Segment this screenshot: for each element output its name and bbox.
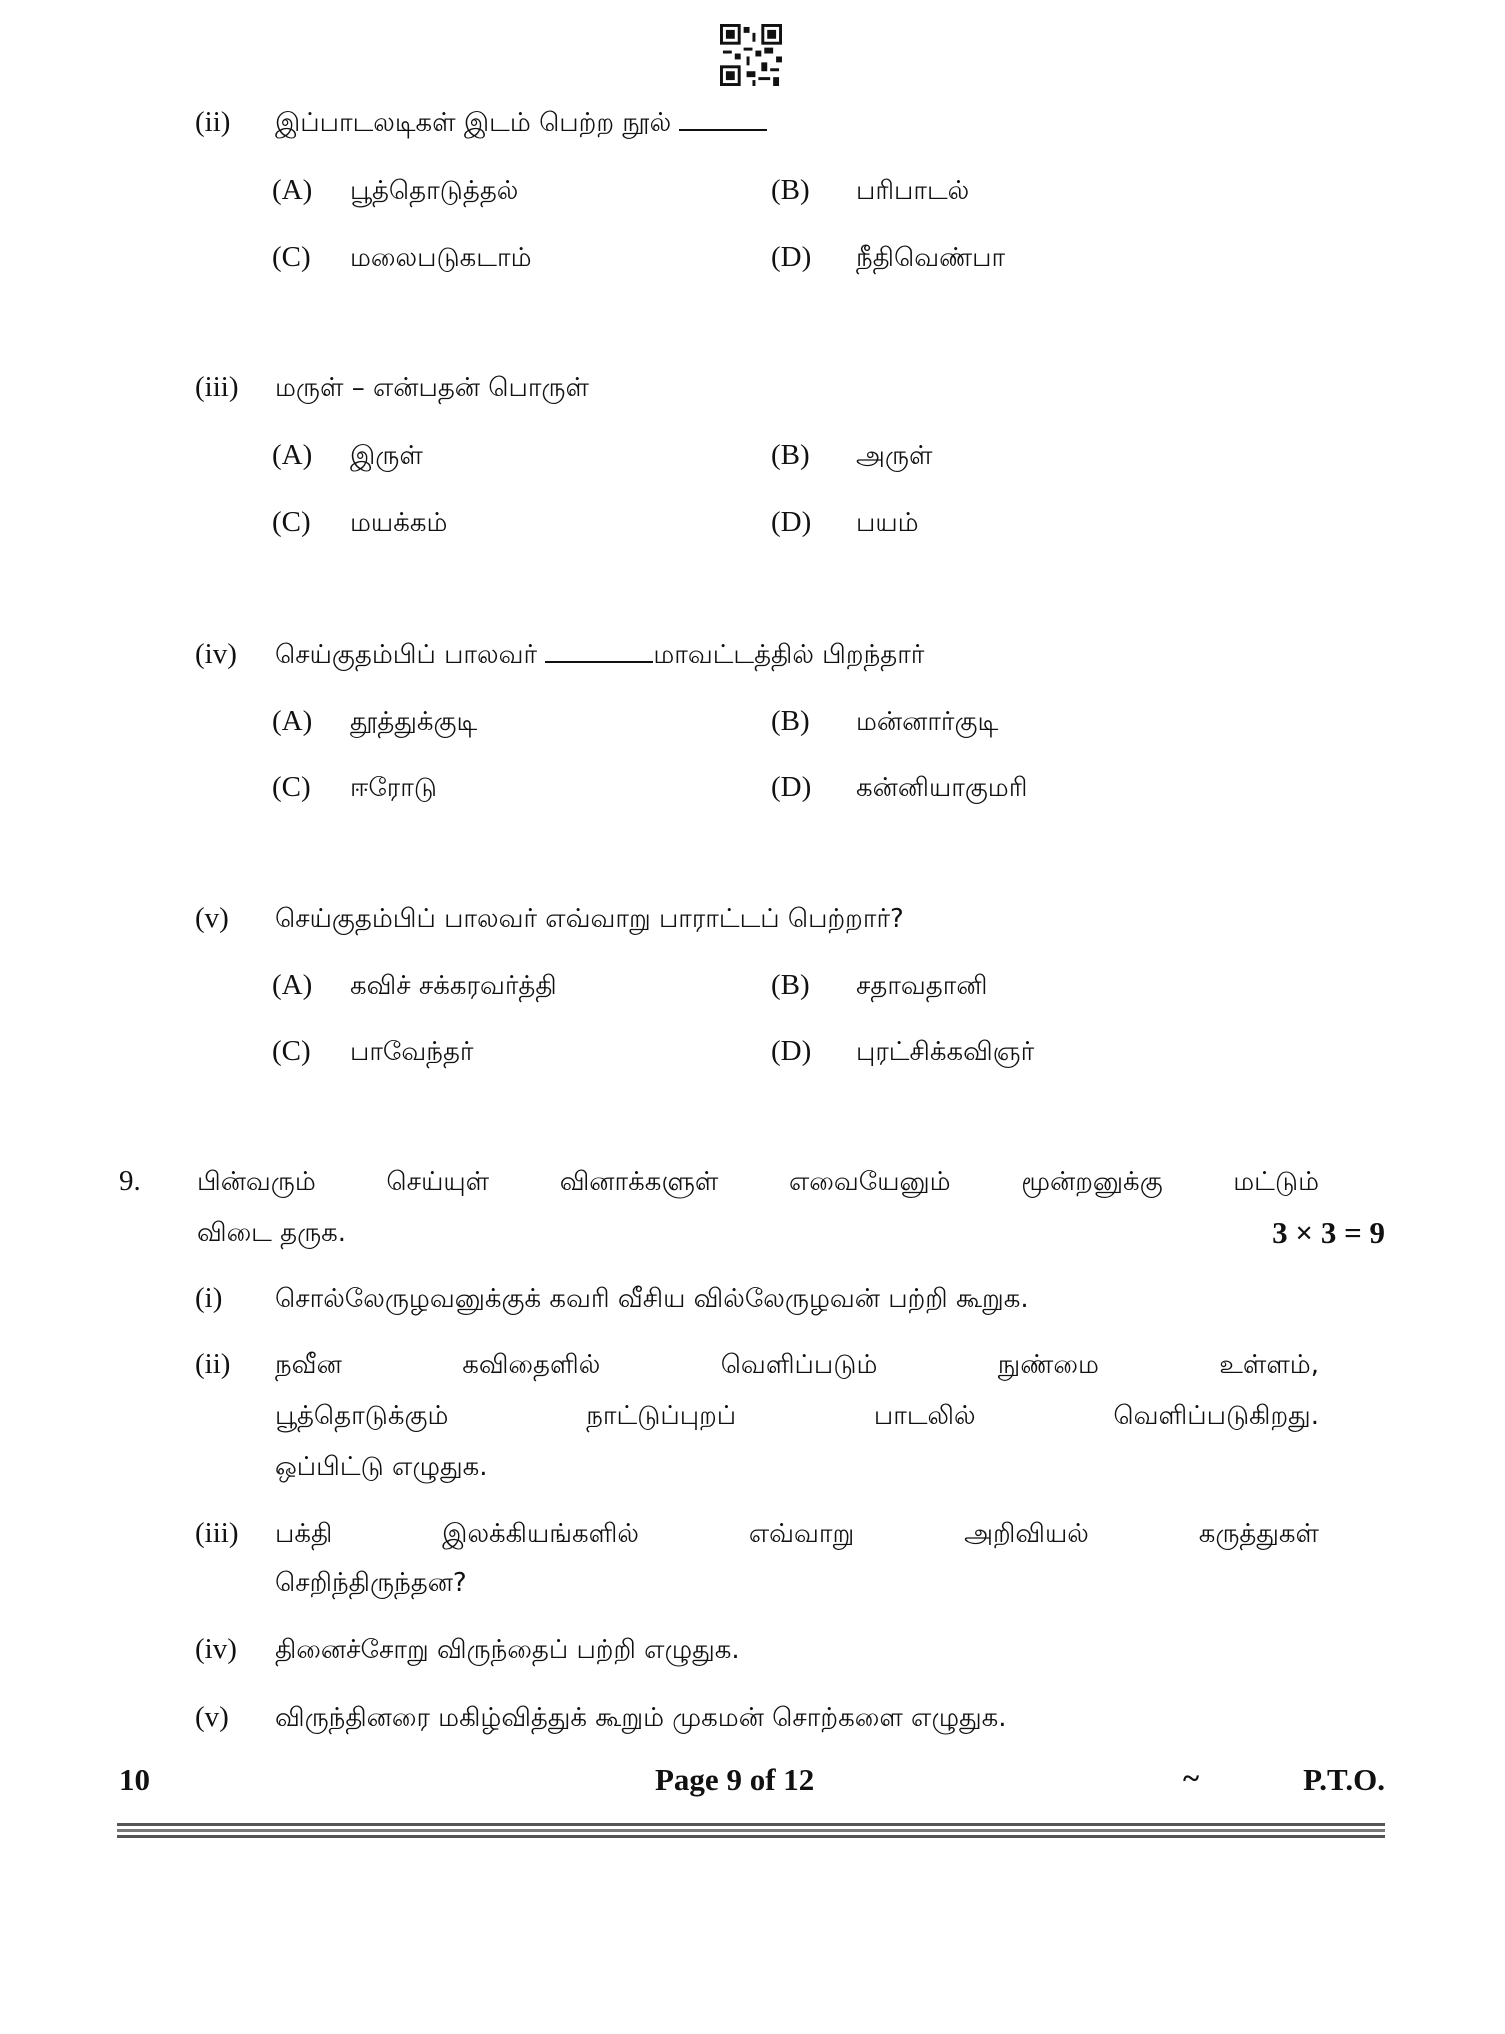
sub-question-text: சொல்லேருழவனுக்குக் கவரி வீசிய வில்லேருழவன் பற்றி கூறுக. [275, 1284, 1029, 1314]
question-text [275, 108, 767, 141]
option-label: (C) [272, 1035, 311, 1067]
question-number: (iv) [195, 638, 237, 670]
sub-question-number: (iv) [195, 1633, 237, 1665]
option-text: அருள் [856, 441, 933, 471]
sub-question-number: (iii) [195, 1517, 239, 1549]
option-text: மன்னார்குடி [856, 707, 999, 737]
option-text: பயம் [856, 508, 919, 538]
question-text-after: மாவட்டத்தில் பிறந்தார் [653, 640, 925, 670]
option-text: பரிபாடல் [856, 176, 970, 206]
option-label: (D) [771, 771, 812, 803]
question-instruction-line: விடை தருக. [197, 1218, 347, 1248]
sub-question-number: (v) [195, 1701, 229, 1733]
option-text: மலைபடுகடாம் [350, 243, 532, 273]
option-label: (A) [272, 705, 313, 737]
option-label: (D) [771, 1035, 812, 1067]
option-label: (C) [272, 241, 311, 273]
footer-code: 10 [119, 1762, 150, 1797]
marks: 3 × 3 = 9 [1272, 1215, 1385, 1250]
footer-rule [117, 1835, 1385, 1838]
footer-tilde: ~ [1183, 1760, 1200, 1795]
option-label: (D) [771, 241, 812, 273]
question-number: (ii) [195, 106, 231, 138]
option-text: பாவேந்தர் [350, 1037, 474, 1067]
answer-blank [545, 660, 653, 663]
option-text: கன்னியாகுமரி [856, 773, 1028, 803]
question-instruction-line: பின்வரும் செய்யுள் வினாக்களுள் எவையேனும் மூன்றனுக்கு மட்டும் [197, 1167, 1319, 1197]
footer-rule [117, 1823, 1385, 1826]
option-label: (A) [272, 174, 313, 206]
answer-blank [679, 128, 767, 131]
sub-question-text: பக்தி இலக்கியங்களில் எவ்வாறு அறிவியல் கருத்துகள் [275, 1519, 1319, 1549]
question-text: செய்குதம்பிப் பாலவர் எவ்வாறு பாராட்டப் பெற்றார்? [275, 904, 904, 934]
question-text [275, 640, 924, 673]
option-text: புரட்சிக்கவிஞர் [856, 1037, 1035, 1067]
question-number: 9. [119, 1165, 141, 1197]
option-label: (B) [771, 174, 810, 206]
sub-question-text: தினைச்சோறு விருந்தைப் பற்றி எழுதுக. [275, 1635, 740, 1665]
qr-code [720, 24, 782, 86]
option-label: (B) [771, 969, 810, 1001]
option-text: தூத்துக்குடி [350, 707, 478, 737]
option-label: (B) [771, 705, 810, 737]
sub-question-text: நவீன கவிதைளில் வெளிப்படும் நுண்மை உள்ளம், [275, 1350, 1319, 1380]
option-text: கவிச் சக்கரவர்த்தி [350, 971, 557, 1001]
question-text: மருள் – என்பதன் பொருள் [275, 373, 589, 403]
sub-question-text: செறிந்திருந்தன? [275, 1568, 467, 1598]
footer-rule [117, 1829, 1385, 1832]
option-label: (D) [771, 506, 812, 538]
sub-question-number: (ii) [195, 1348, 231, 1380]
question-number: (iii) [195, 371, 239, 403]
option-label: (C) [272, 771, 311, 803]
page-number: Page 9 of 12 [655, 1762, 815, 1797]
question-text-before: செய்குதம்பிப் பாலவர் [275, 640, 538, 670]
option-label: (B) [771, 439, 810, 471]
sub-question-text: ஒப்பிட்டு எழுதுக. [275, 1452, 488, 1482]
option-label: (C) [272, 506, 311, 538]
option-text: மயக்கம் [350, 508, 448, 538]
option-text: ஈரோடு [350, 773, 438, 803]
question-text-content: இப்பாடலடிகள் இடம் பெற்ற நூல் [275, 108, 672, 138]
option-text: நீதிவெண்பா [856, 243, 1006, 273]
sub-question-text: பூத்தொடுக்கும் நாட்டுப்புறப் பாடலில் வெளிப்படுகிறது. [275, 1401, 1319, 1431]
option-label: (A) [272, 439, 313, 471]
sub-question-number: (i) [195, 1282, 223, 1314]
option-label: (A) [272, 969, 313, 1001]
pto-label: P.T.O. [1303, 1762, 1385, 1797]
option-text: சதாவதானி [856, 971, 988, 1001]
option-text: பூத்தொடுத்தல் [350, 176, 519, 206]
sub-question-text: விருந்தினரை மகிழ்வித்துக் கூறும் முகமன் சொற்களை எழுதுக. [275, 1703, 1007, 1733]
option-text: இருள் [350, 441, 423, 471]
question-number: (v) [195, 902, 229, 934]
